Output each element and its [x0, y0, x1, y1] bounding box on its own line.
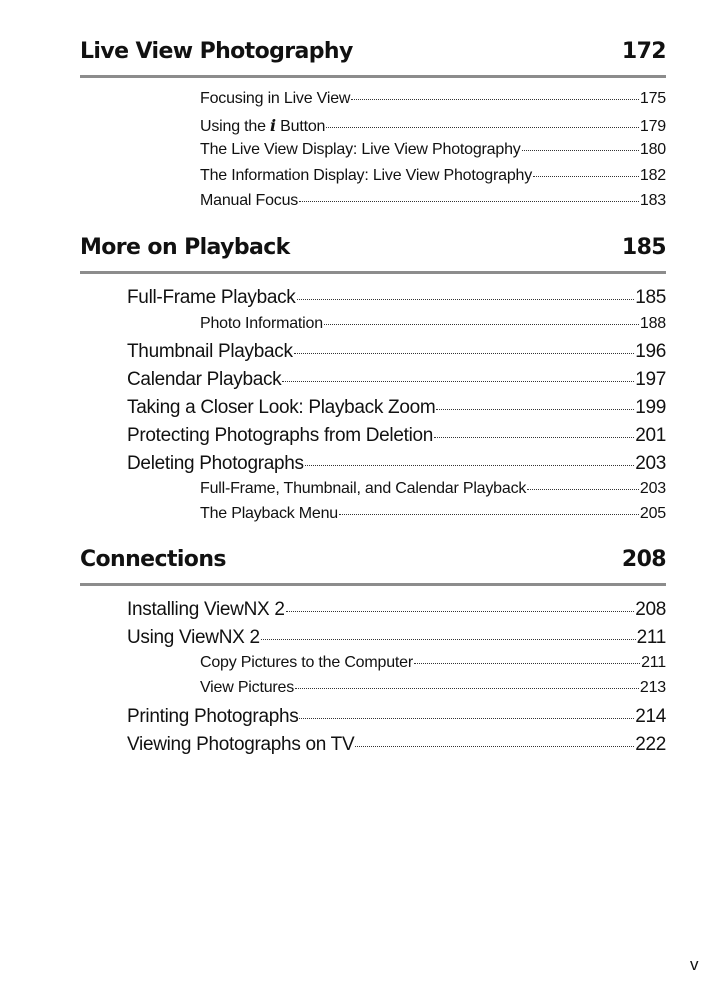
entry-page: 203 — [635, 453, 666, 474]
entry-label-after: Button — [275, 118, 326, 135]
toc-entry[interactable] — [127, 599, 666, 621]
toc-entry[interactable] — [127, 734, 666, 756]
dot-leader — [355, 746, 634, 747]
section-heading[interactable] — [80, 231, 666, 265]
entry-label: Manual Focus — [200, 192, 299, 209]
entry-label: Copy Pictures to the Computer — [200, 654, 413, 671]
section-divider — [80, 271, 666, 274]
entry-label — [200, 116, 325, 136]
toc-entry[interactable] — [200, 654, 666, 672]
dot-leader — [261, 639, 636, 640]
dot-leader — [305, 465, 634, 466]
toc-section-connections — [80, 543, 666, 586]
dot-leader — [527, 489, 639, 490]
entry-label: Calendar Playback — [127, 369, 282, 390]
toc-entry[interactable] — [127, 397, 666, 419]
dot-leader — [295, 688, 639, 689]
dot-leader — [533, 176, 639, 177]
section-divider — [80, 75, 666, 78]
entry-label: The Playback Menu — [200, 505, 339, 522]
entry-page: 208 — [635, 599, 666, 620]
entry-label: Photo Information — [200, 315, 323, 332]
dot-leader — [282, 381, 634, 382]
toc-section-live-view-photography — [80, 35, 666, 78]
toc-entry[interactable] — [127, 341, 666, 363]
section-page: 185 — [621, 235, 666, 260]
section-page: 172 — [621, 39, 666, 64]
dot-leader — [522, 150, 639, 151]
entry-page: 196 — [635, 341, 666, 362]
dot-leader — [299, 201, 639, 202]
dot-leader — [294, 353, 635, 354]
dot-leader — [434, 437, 634, 438]
entry-label: The Live View Display: Live View Photography — [200, 141, 521, 158]
dot-leader — [297, 299, 635, 300]
entry-page: 197 — [635, 369, 666, 390]
entry-label: Full-Frame Playback — [127, 287, 296, 308]
entry-label: Thumbnail Playback — [127, 341, 293, 362]
section-title: Connections — [80, 547, 226, 572]
entry-page: 188 — [639, 315, 666, 332]
entry-page: 205 — [639, 505, 666, 522]
dot-leader — [339, 514, 639, 515]
toc-entry[interactable] — [127, 369, 666, 391]
i-button-icon: 𝒊 — [270, 116, 276, 135]
toc-section-more-on-playback — [80, 231, 666, 274]
entry-page: 211 — [636, 627, 666, 648]
entry-page: 179 — [639, 118, 666, 135]
entry-label: Taking a Closer Look: Playback Zoom — [127, 397, 436, 418]
section-page: 208 — [621, 547, 666, 572]
entry-page: 185 — [635, 287, 666, 308]
entry-page: 214 — [635, 706, 666, 727]
dot-leader — [414, 663, 640, 664]
entry-page: 180 — [639, 141, 666, 158]
entry-label: Installing ViewNX 2 — [127, 599, 285, 620]
dot-leader — [326, 127, 639, 128]
entry-page: 201 — [635, 425, 666, 446]
page-number-folio: v — [690, 955, 699, 974]
entry-label: Deleting Photographs — [127, 453, 304, 474]
section-title: More on Playback — [80, 235, 290, 260]
entry-label: Using ViewNX 2 — [127, 627, 260, 648]
entry-page: 203 — [639, 480, 666, 497]
toc-entry[interactable] — [200, 141, 666, 159]
entry-page: 175 — [639, 90, 666, 107]
entry-label: Protecting Photographs from Deletion — [127, 425, 434, 446]
dot-leader — [299, 718, 634, 719]
toc-entry[interactable] — [127, 627, 666, 649]
dot-leader — [351, 99, 639, 100]
toc-entry[interactable] — [200, 480, 666, 498]
toc-entry[interactable] — [127, 287, 666, 309]
entry-label: Printing Photographs — [127, 706, 299, 727]
entry-page: 222 — [635, 734, 666, 755]
section-title: Live View Photography — [80, 39, 353, 64]
entry-page: 182 — [639, 167, 666, 184]
toc-entry[interactable] — [200, 315, 666, 333]
section-heading[interactable] — [80, 35, 666, 69]
toc-entry[interactable] — [127, 425, 666, 447]
toc-entry[interactable] — [127, 453, 666, 475]
entry-page: 183 — [639, 192, 666, 209]
entry-label-before: Using the — [200, 118, 271, 135]
toc-entry[interactable] — [200, 192, 666, 210]
entry-label: Full-Frame, Thumbnail, and Calendar Playback — [200, 480, 527, 497]
toc-entry[interactable] — [200, 505, 666, 523]
section-divider — [80, 583, 666, 586]
dot-leader — [324, 324, 639, 325]
entry-label: Focusing in Live View — [200, 90, 351, 107]
entry-label: Viewing Photographs on TV — [127, 734, 355, 755]
dot-leader — [286, 611, 635, 612]
toc-entry[interactable] — [200, 679, 666, 697]
entry-page: 199 — [635, 397, 666, 418]
dot-leader — [436, 409, 634, 410]
entry-label: The Information Display: Live View Photography — [200, 167, 533, 184]
toc-entry[interactable] — [200, 167, 666, 185]
entry-label: View Pictures — [200, 679, 295, 696]
toc-entry[interactable] — [127, 706, 666, 728]
toc-entry[interactable] — [200, 90, 666, 108]
entry-page: 213 — [639, 679, 666, 696]
section-heading[interactable] — [80, 543, 666, 577]
toc-entry[interactable] — [200, 116, 666, 136]
entry-page: 211 — [641, 654, 666, 671]
